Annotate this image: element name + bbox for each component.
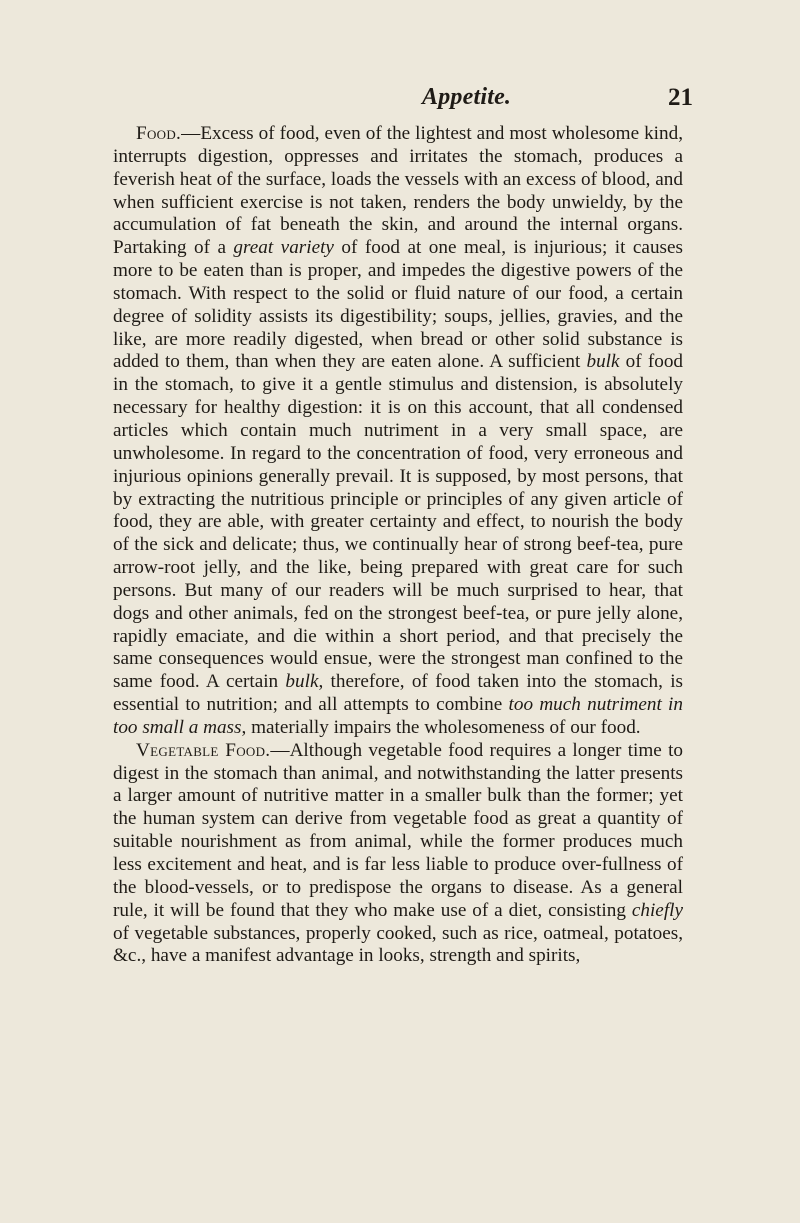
page-number: 21: [668, 84, 693, 111]
page-header: [0, 84, 800, 116]
section-heading: Food.: [136, 123, 182, 144]
paragraph-vegetable-food: Vegetable Food.—Although vegetable food requires a longer time to digest in the stomach than animal, and notwithstanding the latter presents a larger amount of nutritive matter in a smaller bulk than the former; yet the human system can derive from vegetable food as great a quantity of suitable nourishment as from animal, while the former produces much less excitement and heat, and is far less liable to produce over-fullness of the blood-vessels, or to predispose the organs to disease. As a general rule, it will be found that they who make use of a diet, consisting chiefly of vegetable substances, properly cooked, such as rice, oatmeal, potatoes, &c., have a manifest advantage in looks, strength and spirits,: [113, 739, 683, 967]
paragraph-food: Food.—Excess of food, even of the lightest and most wholesome kind, interrupts digestion, oppresses and irritates the stomach, produces a feverish heat of the surface, loads the vessels with an excess of blood, and when sufficient exercise is not taken, renders the body unwieldy, by the accumulation of fat beneath the skin, and around the internal organs. Partaking of a great variety of food at one meal, is injurious; it causes more to be eaten than is proper, and impedes the digestive powers of the stomach. With respect to the solid or fluid nature of our food, a certain degree of solidity assists its digestibility; soups, jellies, gravies, and the like, are more readily digested, when bread or other solid substance is added to them, than when they are eaten alone. A sufficient bulk of food in the stomach, to give it a gentle stimulus and distension, is absolutely necessary for healthy digestion: it is on this account, that all condensed articles which contain much nutriment in a very small space, are unwholesome. In regard to the concentration of food, very erroneous and injurious opinions generally prevail. It is supposed, by most persons, that by extracting the nutritious principle or principles of any given article of food, they are able, with greater certainty and effect, to nourish the body of the sick and delicate; thus, we continually hear of strong beef-tea, pure arrow-root jelly, and the like, being prepared with great care for such persons. But many of our readers will be much surprised to hear, that dogs and other animals, fed on the strongest beef-tea, or pure jelly alone, rapidly emaciate, and die within a short period, and that precisely the same consequences would ensue, were the strongest man confined to the same food. A certain bulk, therefore, of food taken into the stomach, is essential to nutrition; and all attempts to combine too much nutriment in too small a mass, materially impairs the wholesomeness of our food.: [113, 123, 684, 738]
body-text: [113, 123, 683, 968]
section-heading: Vegetable Food.: [136, 739, 271, 761]
running-title: Appetite.: [422, 84, 512, 110]
